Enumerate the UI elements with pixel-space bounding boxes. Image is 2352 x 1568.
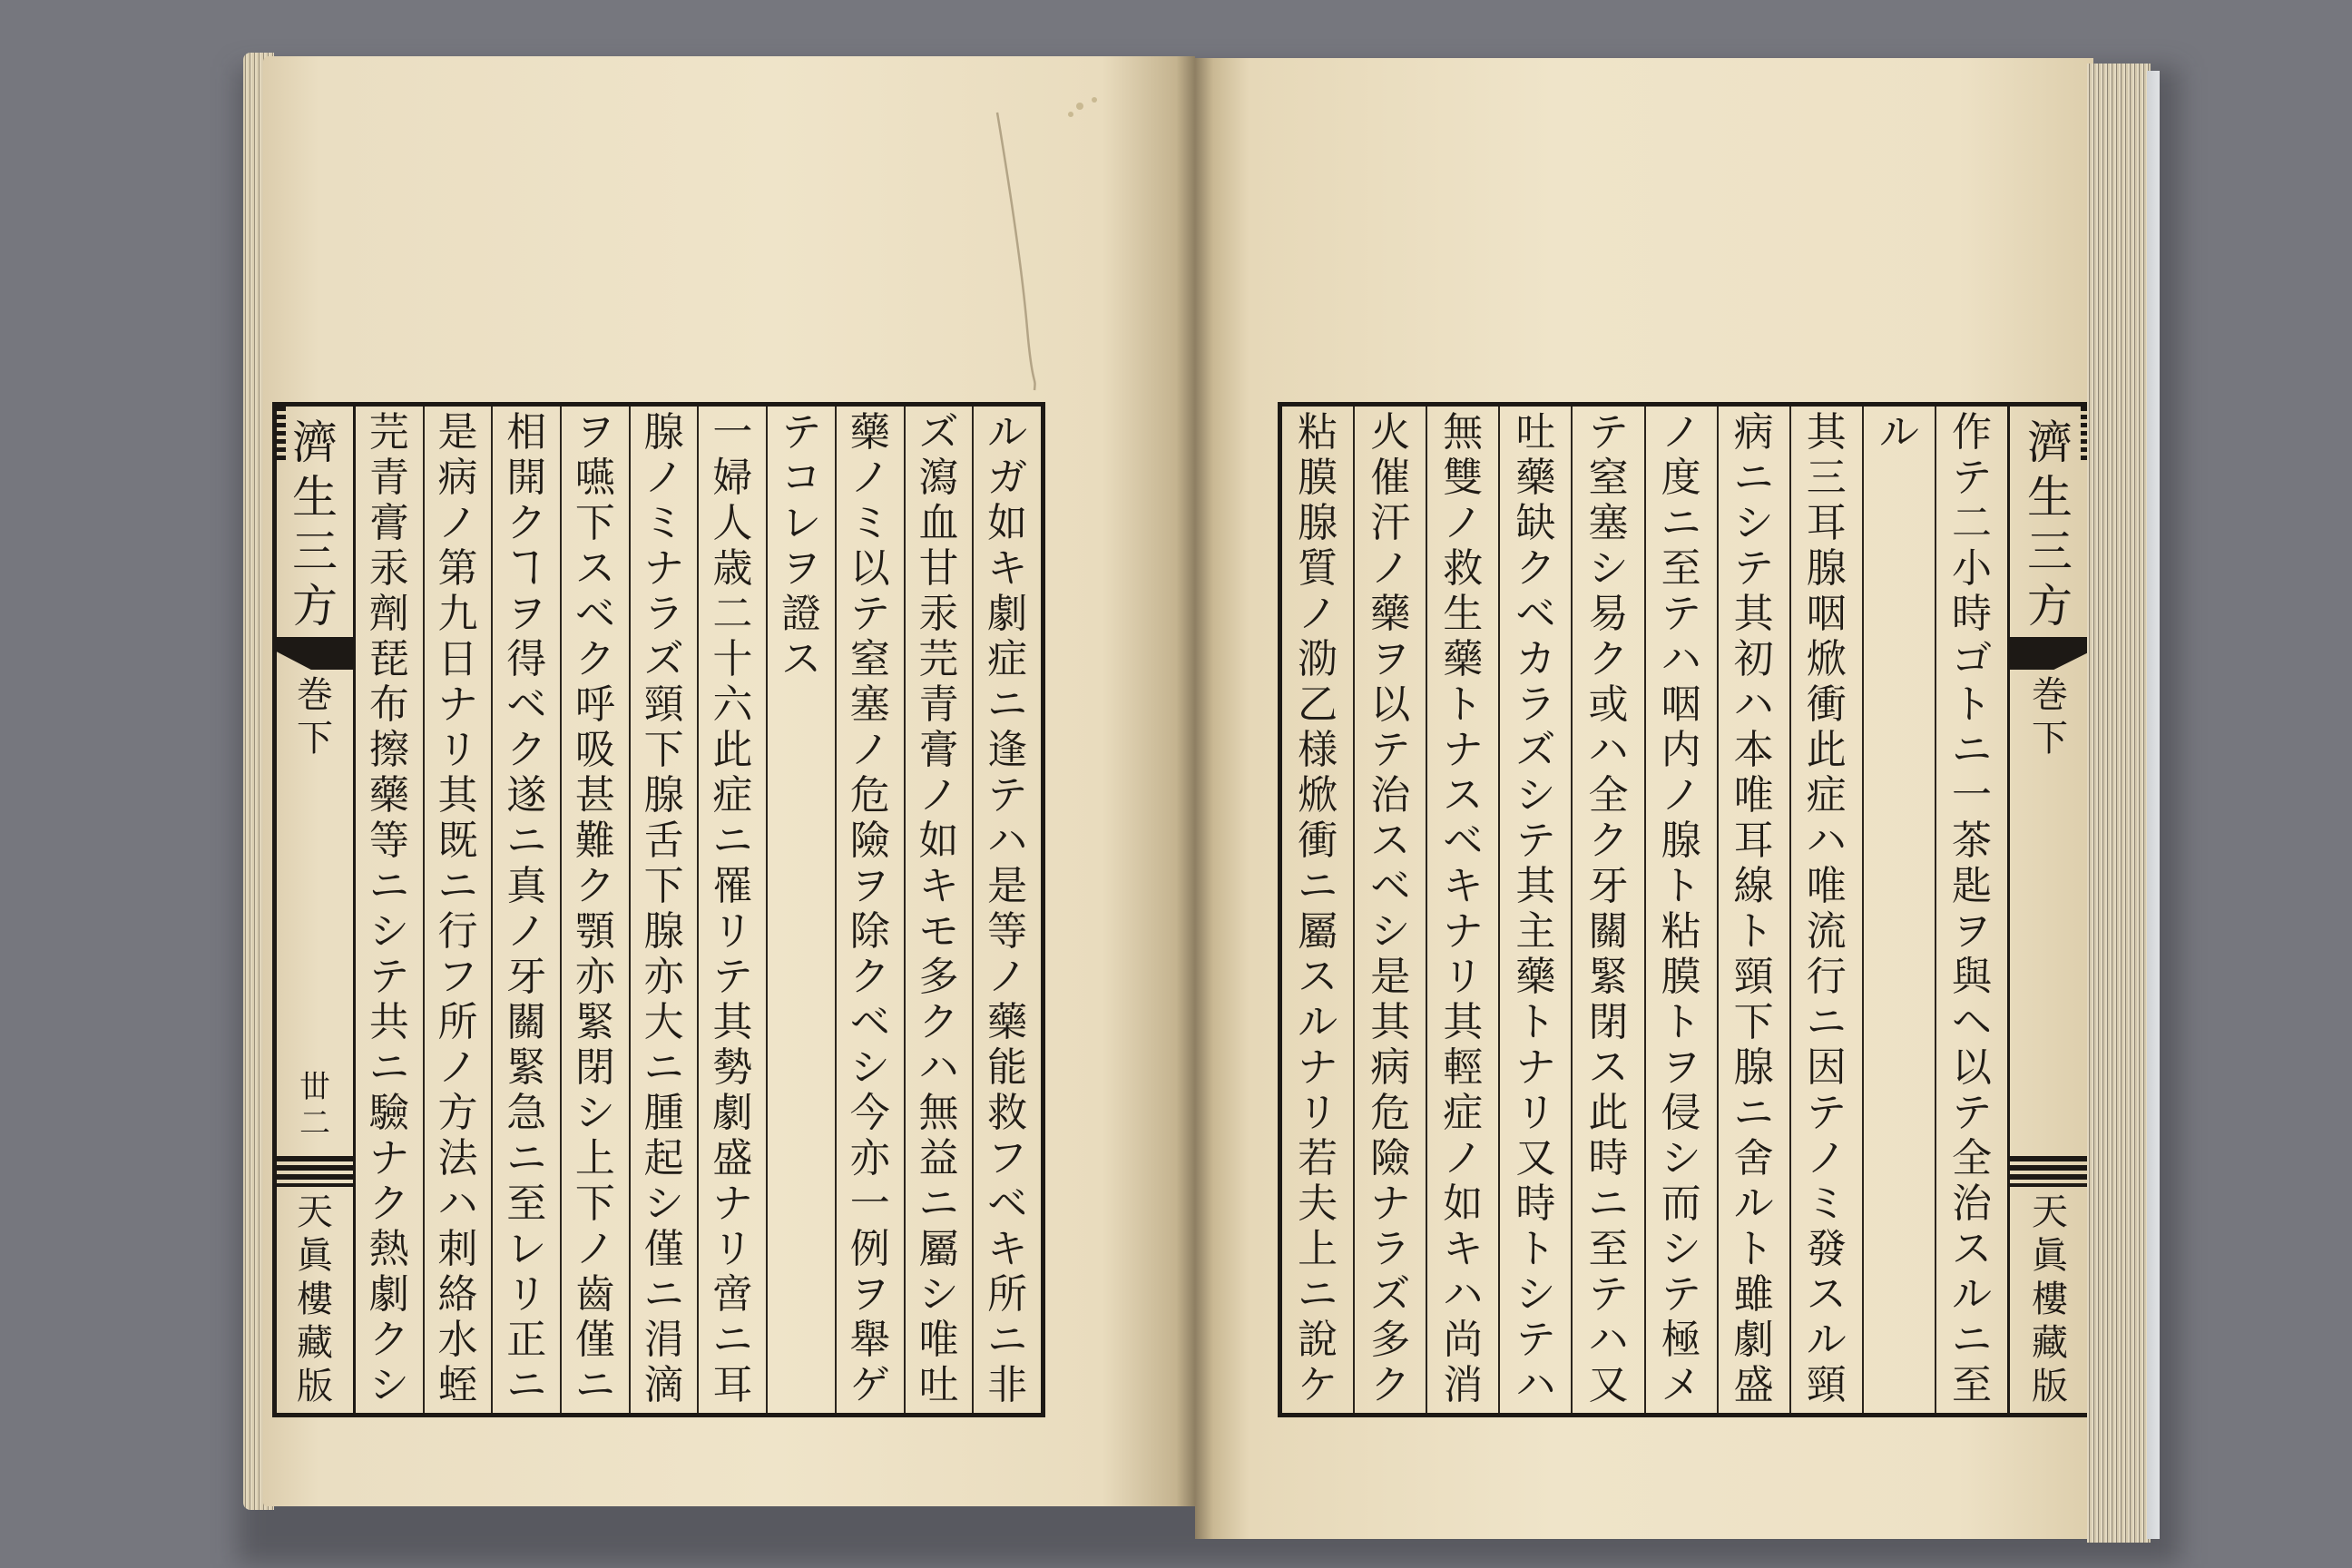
column-text: ル [1878, 409, 1919, 456]
text-column [766, 407, 835, 1413]
book-title-label: 濟 生 三 方 [292, 416, 338, 632]
text-column [1571, 407, 1643, 1413]
text-column [972, 407, 1041, 1413]
right-text-columns [1282, 407, 2007, 1413]
left-page-margin-column [277, 407, 356, 1413]
column-text: ル ガ 如 キ 劇 症 ニ 逢 テ ハ 是 等 ノ 藥 能 救 フ ベ キ 所 ニ 非 [987, 409, 1028, 1408]
text-column [904, 407, 973, 1413]
text-column [1935, 407, 2007, 1413]
column-text: 無 雙 ノ 救 生 藥 ト ナ ス ベ キ ナ リ 其 輕 症 ノ 如 キ ハ 尚 消 [1443, 409, 1484, 1408]
column-text: ノ 度 ニ 至 テ ハ 咽 内 ノ 腺 ト 粘 膜 ト ヲ 侵 シ 而 シ テ 極 メ [1661, 409, 1701, 1408]
column-text: 藥 ノ ミ 以 テ 窒 塞 ノ 危 險 ヲ 除 ク ベ シ 今 亦 一 例 ヲ 舉 ゲ [849, 409, 890, 1408]
text-column [1426, 407, 1498, 1413]
column-text: テ コ レ ヲ 證 ス [781, 409, 822, 682]
column-text: 相 開 ク ヿ ヲ 得 ベ ク 遂 ニ 真 ノ 牙 關 緊 急 ニ 至 レ リ 正 ニ [506, 409, 547, 1408]
text-column [1644, 407, 1717, 1413]
column-text: ズ 瀉 血 甘 汞 芫 青 膏 ノ 如 キ モ 多 ク ハ 無 益 ニ 屬 シ 唯 吐 [918, 409, 959, 1408]
imprint-label: 天 眞 樓 藏 版 [2032, 1191, 2068, 1407]
right-page-edges [2087, 64, 2151, 1543]
book-cover-edge [2147, 71, 2160, 1539]
column-text: 吐 藥 缺 ク ベ カ ラ ズ シ テ 其 主 藥 ト ナ リ 又 時 ト シ テ ハ [1515, 409, 1556, 1408]
right-page-margin-column [2007, 407, 2090, 1413]
ornament-bars [2010, 1156, 2090, 1187]
fishtail-ornament [277, 637, 353, 670]
text-column [835, 407, 904, 1413]
column-text: 腺 ノ ミ ナ ラ ズ 頸 下 腺 舌 下 腺 亦 大 ニ 腫 起 シ 僅 ニ 涓 滴 [643, 409, 684, 1408]
volume-label: 巻 下 [297, 674, 333, 760]
text-column [491, 407, 560, 1413]
text-column [560, 407, 629, 1413]
text-column [629, 407, 698, 1413]
left-text-frame [272, 402, 1045, 1417]
right-text-frame [1278, 402, 2094, 1417]
column-text: 粘 膜 腺 質 ノ 泐 乙 様 焮 衝 ニ 屬 ス ル ナ リ 若 夫 上 ニ 說 ケ [1298, 409, 1338, 1408]
text-column [1353, 407, 1426, 1413]
column-text: 芫 青 膏 汞 劑 琵 布 擦 藥 等 ニ シ テ 共 ニ 驗 ナ ク 熱 劇 ク シ [368, 409, 409, 1408]
book-title-label: 濟 生 三 方 [2027, 416, 2073, 632]
text-column [1282, 407, 1353, 1413]
text-column [697, 407, 766, 1413]
volume-label: 巻 下 [2032, 674, 2068, 760]
fishtail-ornament [2010, 637, 2090, 670]
column-text: 其 三 耳 腺 咽 焮 衝 此 症 ハ 唯 流 行 ニ 因 テ ノ ミ 發 ス ル 頸 [1806, 409, 1847, 1408]
column-text: 火 催 汗 ノ 藥 ヲ 以 テ 治 ス ベ シ 是 其 病 危 險 ナ ラ ズ 多 ク [1370, 409, 1411, 1408]
column-text: テ 窒 塞 シ 易 ク 或 ハ 全 ク 牙 關 緊 閉 ス 此 時 ニ 至 テ ハ 又 [1588, 409, 1629, 1408]
text-column [423, 407, 492, 1413]
text-column [356, 407, 423, 1413]
imprint-label: 天 眞 樓 藏 版 [297, 1191, 333, 1407]
text-column [1498, 407, 1571, 1413]
column-text: ヲ 嚥 下 ス ベ ク 呼 吸 甚 難 ク 顎 亦 緊 閉 シ 上 下 ノ 齒 僅 ニ [574, 409, 615, 1408]
text-column [1862, 407, 1935, 1413]
column-text: 是 病 ノ 第 九 日 ナ リ 其 既 ニ 行 フ 所 ノ 方 法 ハ 刺 絡 水 蛭 [437, 409, 478, 1408]
left-text-columns [356, 407, 1041, 1413]
text-column [1789, 407, 1862, 1413]
text-column [1717, 407, 1789, 1413]
column-text: 一 婦 人 歳 二 十 六 此 症 ニ 罹 リ テ 其 勢 劇 盛 ナ リ 啻 ニ 耳 [712, 409, 753, 1408]
column-text: 作 テ 二 小 時 ゴ ト ニ 一 茶 匙 ヲ 與 ヘ 以 テ 全 治 ス ル ニ 至 [1951, 409, 1992, 1408]
column-text: 病 ニ シ テ 其 初 ハ 本 唯 耳 線 ト 頸 下 腺 ニ 舍 ル ト 雖 劇 盛 [1733, 409, 1774, 1408]
ornament-bars [277, 1156, 353, 1187]
page-number: 丗 二 [299, 1069, 330, 1142]
